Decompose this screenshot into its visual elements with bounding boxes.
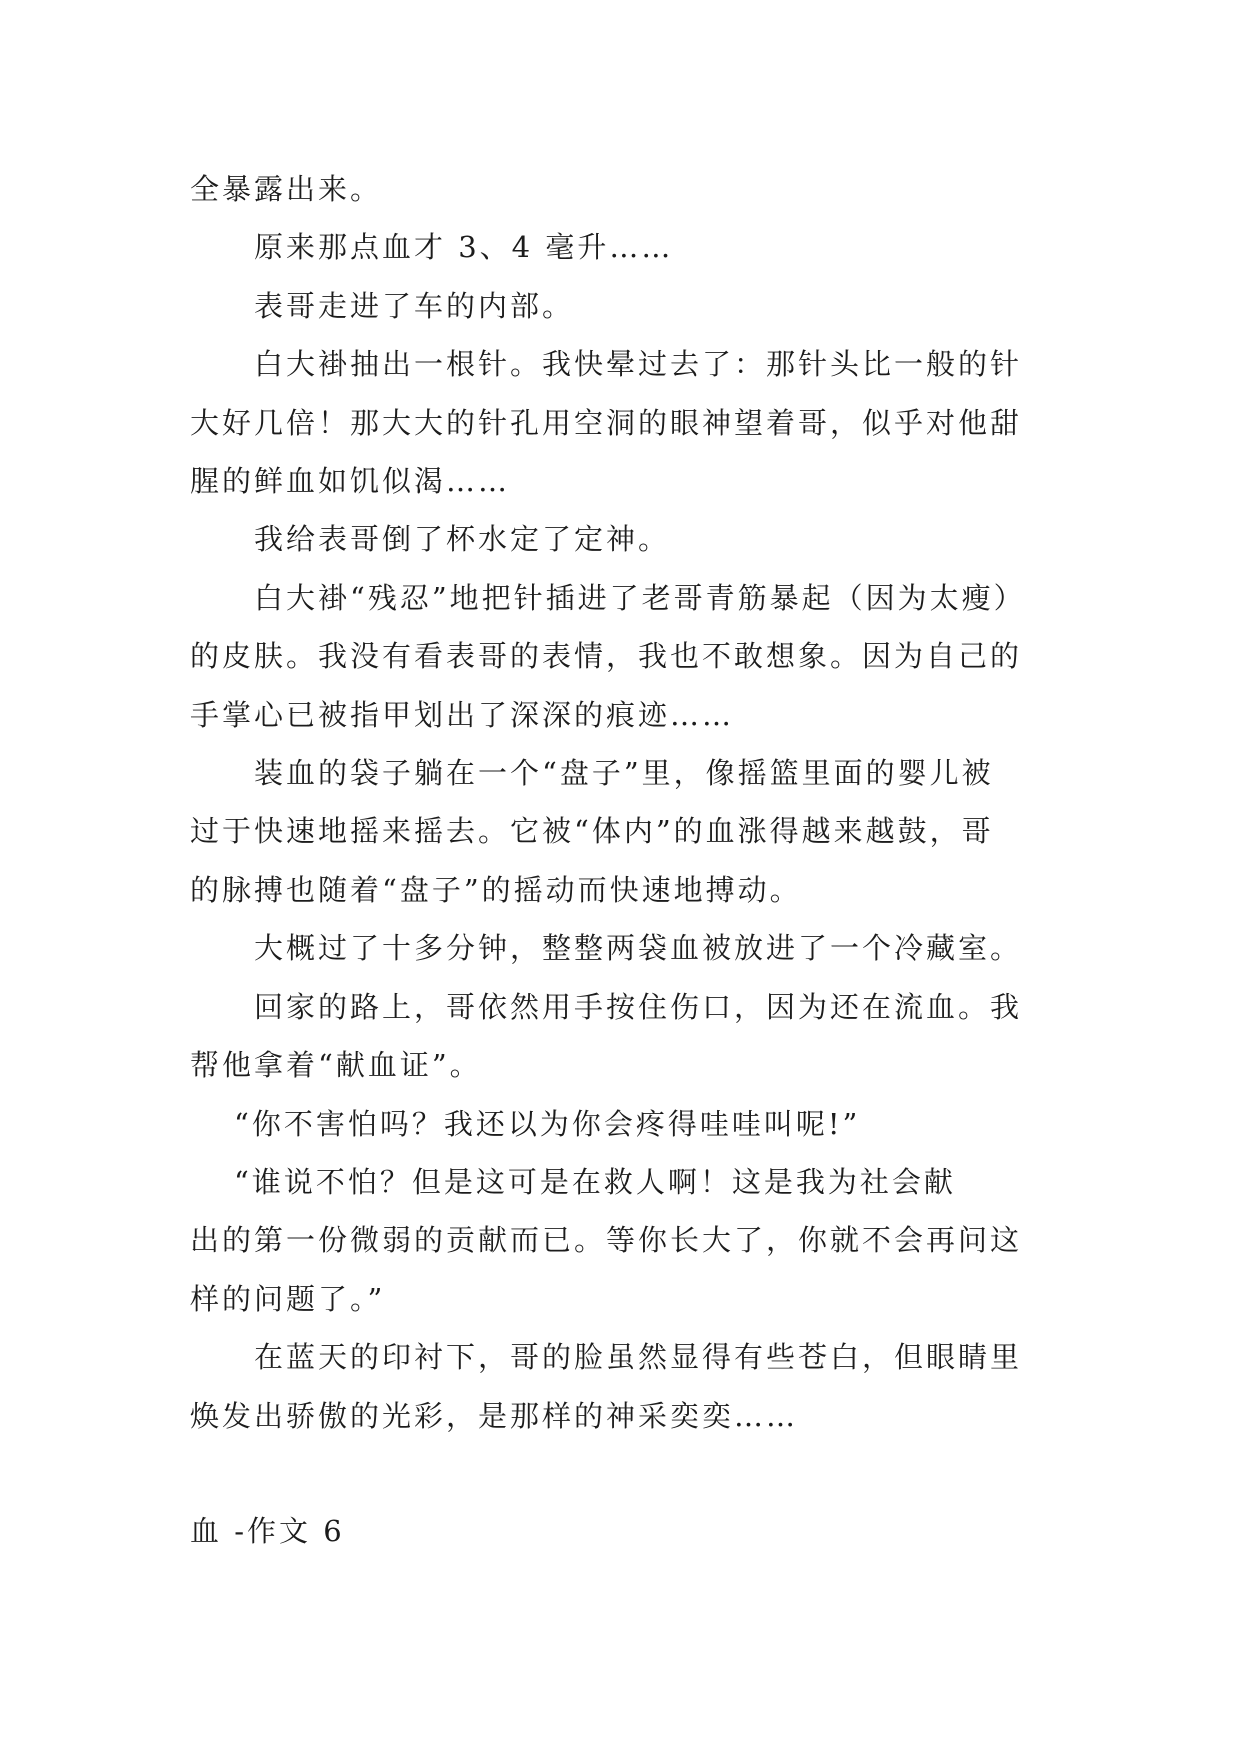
paragraph: 原来那点血才 3、4 毫升…… xyxy=(254,230,674,265)
paragraph: 回家的路上，哥依然用手按住伤口，因为还在流血。我 帮他拿着“献血证”。 xyxy=(190,989,1023,1083)
paragraph: 在蓝天的印衬下，哥的脸虽然显得有些苍白，但眼睛里 焕发出骄傲的光彩，是那样的神采奕奕…… xyxy=(190,1340,1023,1433)
paragraph: 表哥走进了车的内部。 xyxy=(254,288,575,323)
paragraph-continuation: 全暴露出来。 xyxy=(190,172,383,206)
paragraph: 装血的袋子躺在一个“盘子”里，像摇篮里面的婴儿被 过于快速地摇来摇去。它被“体内”的血涨得越来越鼓，哥 的脉搏也随着“盘子”的摇动而快速地搏动。 xyxy=(190,756,994,907)
dialogue-paragraph: “谁说不怕？但是这可是在救人啊！这是我为社会献 出的第一份微弱的贡献而已。等你长大了，你就不会再问这 样的问题了。” xyxy=(190,1164,1023,1316)
paragraph: 我给表哥倒了杯水定了定神。 xyxy=(254,522,671,557)
paragraph: 大概过了十多分钟，整整两袋血被放进了一个冷藏室。 xyxy=(254,931,1023,966)
paragraph: 白大褂“残忍”地把针插进了老哥青筋暴起（因为太瘦） 的皮肤。我没有看表哥的表情，我也不敢想象。因为自己的 手掌心已被指甲划出了深深的痕迹…… xyxy=(190,580,1026,732)
paragraph: 白大褂抽出一根针。我快晕过去了：那针头比一般的针 大好几倍！那大大的针孔用空洞的眼神望着哥，似乎对他甜 腥的鲜血如饥似渴…… xyxy=(190,347,1023,499)
document-body xyxy=(190,160,1070,1445)
dialogue-paragraph: “你不害怕吗？我还以为你会疼得哇哇叫呢!” xyxy=(234,1106,861,1141)
section-heading: 血 -作文 6 xyxy=(190,1514,345,1548)
